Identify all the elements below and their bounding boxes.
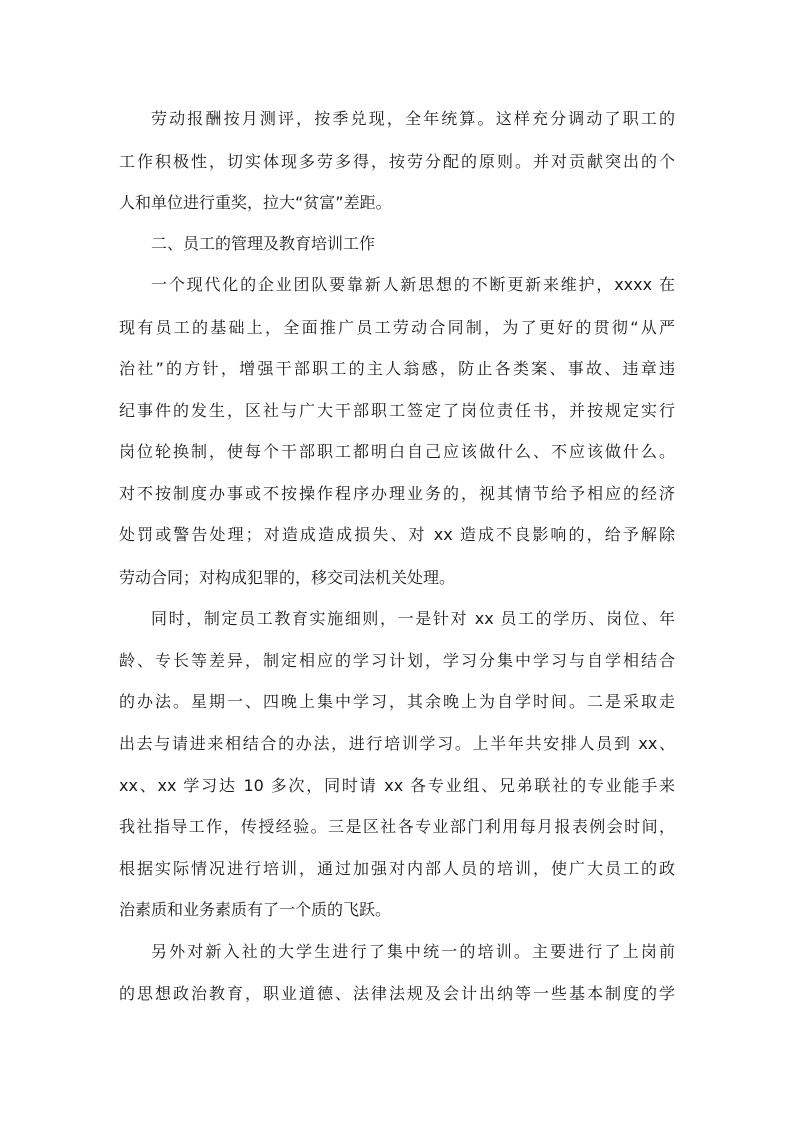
paragraph-line: 现有员工的基础上，全面推广员工劳动合同制，为了更好的贯彻“从严 [119, 318, 675, 337]
paragraph-line: 治素质和业务素质有了一个质的飞跃。 [119, 900, 392, 919]
paragraph-line: 一个现代化的企业团队要靠新人新思想的不断更新来维护，xxxx 在 [151, 275, 675, 294]
paragraph-line: 人和单位进行重奖，拉大“贫富”差距。 [119, 193, 392, 212]
paragraph-line: 对不按制度办事或不按操作程序办理业务的，视其情节给予相应的经济 [119, 484, 675, 503]
section-heading: 二、员工的管理及教育培训工作 [151, 234, 376, 253]
paragraph-line: 出去与请进来相结合的办法，进行培训学习。上半年共安排人员到 xx、 [119, 734, 675, 753]
paragraph-line: 纪事件的发生，区社与广大干部职工签定了岗位责任书，并按规定实行 [119, 401, 675, 420]
paragraph-line: 的办法。星期一、四晚上集中学习，其余晚上为自学时间。二是采取走 [119, 692, 675, 711]
paragraph-line: 另外对新入社的大学生进行了集中统一的培训。主要进行了上岗前 [151, 942, 675, 961]
paragraph-line: 岗位轮换制，使每个干部职工都明白自己应该做什么、不应该做什么。 [119, 442, 675, 461]
paragraph-line: 处罚或警告处理；对造成造成损失、对 xx 造成不良影响的，给予解除 [119, 525, 675, 544]
paragraph-line: 的思想政治教育，职业道德、法律法规及会计出纳等一些基本制度的学 [119, 984, 675, 1003]
paragraph-line: 我社指导工作，传授经验。三是区社各专业部门利用每月报表例会时间， [119, 817, 675, 836]
paragraph-line: 劳动报酬按月测评，按季兑现，全年统算。这样充分调动了职工的 [151, 109, 675, 128]
paragraph-line: 工作积极性，切实体现多劳多得，按劳分配的原则。并对贡献突出的个 [119, 152, 675, 171]
paragraph-line: 龄、专长等差异，制定相应的学习计划，学习分集中学习与自学相结合 [119, 651, 675, 670]
paragraph-line: 同时，制定员工教育实施细则，一是针对 xx 员工的学历、岗位、年 [151, 609, 675, 628]
paragraph-line: 治社”的方针，增强干部职工的主人翁感，防止各类案、事故、违章违 [119, 359, 675, 378]
paragraph-line: xx、xx 学习达 10 多次，同时请 xx 各专业组、兄弟联社的专业能手来 [119, 776, 675, 795]
paragraph-line: 根据实际情况进行培训，通过加强对内部人员的培训，使广大员工的政 [119, 859, 675, 878]
paragraph-line: 劳动合同；对构成犯罪的，移交司法机关处理。 [119, 568, 456, 587]
